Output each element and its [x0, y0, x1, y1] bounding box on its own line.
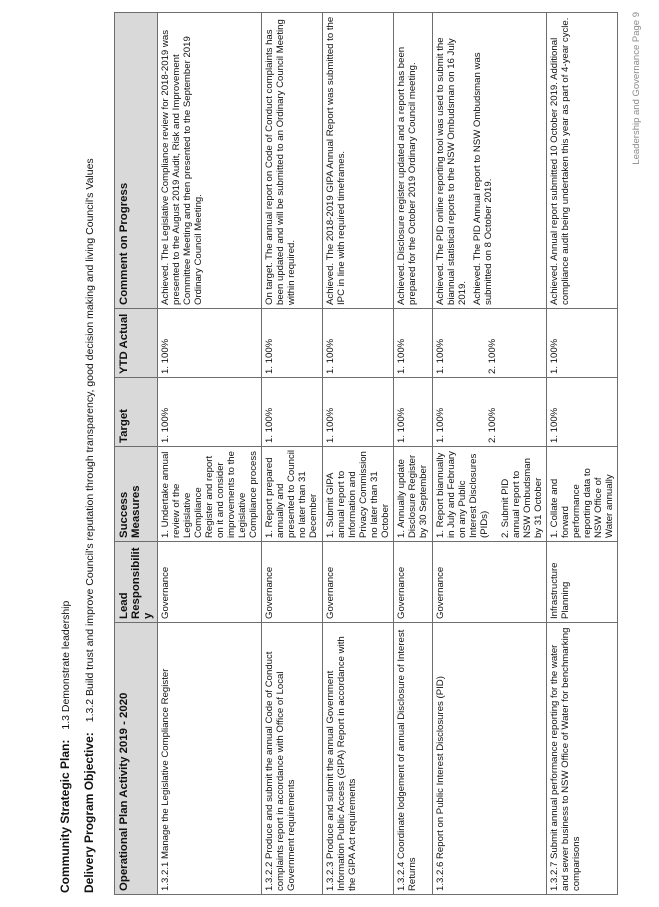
target-item: 1. 100% — [396, 407, 407, 443]
activity-cell: 1.3.2.3 Produce and submit the annual Government Information Public Access (GIPA) Report in accordance with the GIPA Act requirements — [323, 623, 394, 895]
lead-cell: Governance — [323, 542, 394, 623]
ytd-item: 1. 100% — [160, 338, 171, 374]
col-header-target: Target — [115, 378, 158, 447]
csp-value: 1.3 Demonstrate leadership — [60, 600, 72, 730]
measure-item: 1. Report biannually in July and February on any Public Interest Disclosures (PIDs) — [435, 451, 490, 538]
measure-item: 1. Annually update Disclosure Register by 30 September — [396, 454, 429, 538]
ytd-item: 1. 100% — [396, 338, 407, 374]
activity-cell: 1.3.2.7 Submit annual performance reporting for the water and sewer business to NSW Office of Water for benchmarking comparisons — [547, 623, 618, 895]
activity-cell: 1.3.2.2 Produce and submit the annual Code of Conduct complaints report in accordance with Office of Local Government requirements — [262, 623, 323, 895]
lead-cell: Governance — [262, 542, 323, 623]
footer-text: Leadership and Governance Page 9 — [631, 12, 642, 165]
col-header-comment: Comment on Progress — [115, 13, 158, 309]
col-header-ytd: YTD Actual — [115, 309, 158, 378]
dpo-label: Delivery Program Objective: — [82, 732, 96, 893]
measure-item: 1. Undertake annual review of the Legislative Compliance Register and report on it and consider improvements to the Legislative Compliance process — [160, 451, 259, 538]
ytd-item: 2. 100% — [487, 338, 498, 374]
activity-cell: 1.3.2.4 Coordinate lodgement of annual Disclosure of Interest Returns — [394, 623, 433, 895]
comment-item: Achieved. Disclosure register updated and a report has been prepared for the October 2019 Ordinary Council meeting. — [396, 46, 418, 305]
col-header-activity: Operational Plan Activity 2019 - 2020 — [115, 623, 158, 895]
measure-item: 1. Submit GIPA annual report to Information and Privacy Commission no later than 31 October — [325, 451, 391, 538]
target-item: 1. 100% — [435, 407, 446, 443]
comment-item: Achieved. Annual report submitted 10 October 2019. Additional compliance audit being undertaken this year as part of 4-year cycle. — [549, 17, 571, 305]
csp-label: Community Strategic Plan: — [58, 739, 72, 893]
comment-item: Achieved. The PID Annual report to NSW Ombudsman was submitted on 8 October 2019. — [472, 52, 494, 305]
col-header-lead: Lead Responsibility — [115, 542, 158, 623]
ytd-item: 1. 100% — [435, 338, 446, 374]
col-header-measures: Success Measures — [115, 447, 158, 542]
lead-cell: Governance — [158, 542, 262, 623]
lead-cell: Infrastructure Planning — [547, 542, 618, 623]
comment-item: Achieved. The 2018-2019 GIPA Annual Report was submitted to the IPC in line with required timeframes. — [325, 16, 347, 305]
comment-item: Achieved. The PID online reporting tool was used to submit the biannual statistical reports to the NSW Ombudsman on 16 July 2019. — [435, 37, 468, 305]
lead-cell: Governance — [394, 542, 433, 623]
measure-item: 2. Submit PID annual report to NSW Ombudsman by 31 October — [500, 458, 544, 538]
measure-item: 1. Collate and forward performance reporting data to NSW Office of Water annually — [549, 468, 615, 538]
target-item: 1. 100% — [325, 407, 336, 443]
target-item: 1. 100% — [549, 407, 560, 443]
comment-item: Achieved. The Legislative Compliance review for 2018-2019 was presented to the August 2019 Audit, Risk and Improvement Committee Meeting and then presented to the September 2019 Ordinary Council Meeting. — [160, 30, 204, 305]
measure-item: 1. Report prepared annually and presented to Council no later than 31 December — [264, 450, 319, 538]
comment-item: On target. The annual report on Code of Conduct complaints has been updated and will be submitted to an Ordinary Council Meeting within required. — [264, 19, 297, 305]
dpo-value: 1.3.2 Build trust and improve Council's reputation through transparency, good decision making and living Council's Values — [84, 158, 96, 723]
activity-cell: 1.3.2.6 Report on Public Interest Disclosures (PID) — [433, 623, 547, 895]
activity-cell: 1.3.2.1 Manage the Legislative Compliance Register — [158, 623, 262, 895]
lead-cell: Governance — [433, 542, 547, 623]
target-item: 1. 100% — [160, 407, 171, 443]
ytd-item: 1. 100% — [264, 338, 275, 374]
ytd-item: 1. 100% — [549, 338, 560, 374]
ytd-item: 1. 100% — [325, 338, 336, 374]
target-item: 2. 100% — [487, 407, 498, 443]
target-item: 1. 100% — [264, 407, 275, 443]
